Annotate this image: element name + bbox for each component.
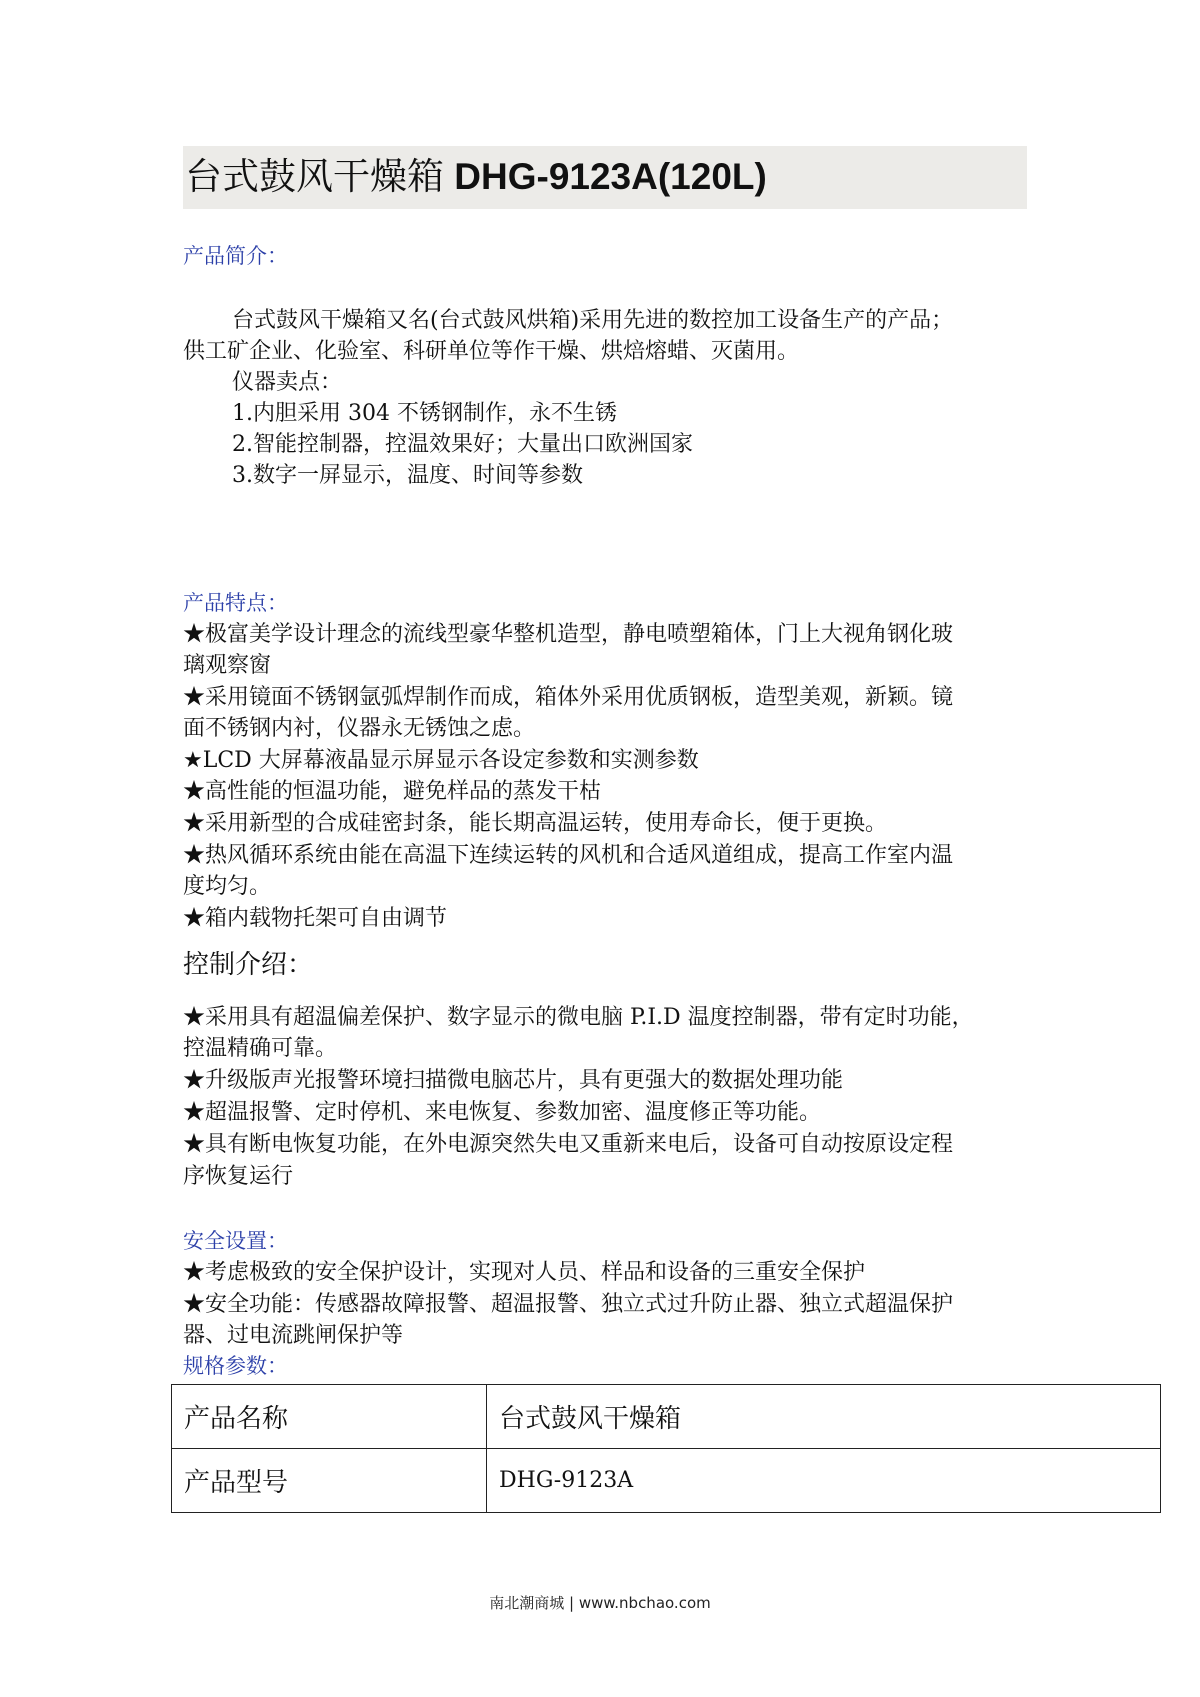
table-row	[172, 1385, 1161, 1449]
control-line: ★采用具有超温偏差保护、数字显示的微电脑 P.I.D 温度控制器，带有定时功能，	[183, 1005, 974, 1030]
spec-value: 台式鼓风干燥箱	[487, 1385, 1161, 1449]
feature-line: ★高性能的恒温功能，避免样品的蒸发干枯	[183, 779, 602, 804]
feature-line: ★极富美学设计理念的流线型豪华整机造型，静电喷塑箱体，门上大视角钢化玻	[183, 622, 954, 647]
specs-table	[171, 1384, 1161, 1513]
intro-line: 1.内胆采用 304 不锈钢制作，永不生锈	[232, 401, 617, 426]
feature-line: 璃观察窗	[183, 653, 272, 678]
page-title	[185, 152, 767, 202]
safety-heading: 安全设置：	[183, 1229, 288, 1253]
control-heading: 控制介绍：	[183, 950, 314, 980]
control-line: 序恢复运行	[183, 1164, 294, 1189]
safety-line: ★考虑极致的安全保护设计，实现对人员、样品和设备的三重安全保护	[183, 1260, 866, 1285]
title-model: DHG-9123A(120L)	[444, 156, 767, 197]
control-line: ★升级版声光报警环境扫描微电脑芯片，具有更强大的数据处理功能	[183, 1068, 844, 1093]
features-heading: 产品特点：	[183, 591, 288, 615]
intro-line: 台式鼓风干燥箱又名(台式鼓风烘箱)采用先进的数控加工设备生产的产品；	[232, 308, 954, 333]
feature-line: 面不锈钢内衬，仪器永无锈蚀之虑。	[183, 716, 536, 741]
control-line: 控温精确可靠。	[183, 1036, 338, 1061]
control-line: ★具有断电恢复功能，在外电源突然失电又重新来电后，设备可自动按原设定程	[183, 1132, 954, 1157]
safety-line: ★安全功能：传感器故障报警、超温报警、独立式过升防止器、独立式超温保护	[183, 1292, 954, 1317]
feature-line: ★箱内载物托架可自由调节	[183, 906, 448, 931]
intro-line: 3.数字一屏显示，温度、时间等参数	[232, 463, 583, 488]
intro-line: 2.智能控制器，控温效果好；大量出口欧洲国家	[232, 432, 693, 457]
feature-line: ★热风循环系统由能在高温下连续运转的风机和合适风道组成，提高工作室内温	[183, 843, 954, 868]
specs-heading: 规格参数：	[183, 1354, 288, 1378]
intro-line: 仪器卖点：	[232, 370, 343, 395]
spec-value: DHG-9123A	[487, 1449, 1161, 1513]
page-footer: 南北潮商城 | www.nbchao.com	[489, 1594, 711, 1612]
feature-line: ★LCD 大屏幕液晶显示屏显示各设定参数和实测参数	[183, 748, 699, 773]
title-product-name: 台式鼓风干燥箱	[185, 156, 444, 197]
intro-heading: 产品简介：	[183, 244, 288, 268]
feature-line: 度均匀。	[183, 874, 272, 899]
feature-line: ★采用新型的合成硅密封条，能长期高温运转，使用寿命长，便于更换。	[183, 811, 888, 836]
control-line: ★超温报警、定时停机、来电恢复、参数加密、温度修正等功能。	[183, 1100, 822, 1125]
safety-line: 器、过电流跳闸保护等	[183, 1323, 404, 1348]
intro-line: 供工矿企业、化验室、科研单位等作干燥、烘焙熔蜡、灭菌用。	[183, 339, 800, 364]
spec-label: 产品型号	[172, 1449, 487, 1513]
spec-label: 产品名称	[172, 1385, 487, 1449]
table-row	[172, 1449, 1161, 1513]
feature-line: ★采用镜面不锈钢氩弧焊制作而成，箱体外采用优质钢板，造型美观，新颖。镜	[183, 685, 954, 710]
